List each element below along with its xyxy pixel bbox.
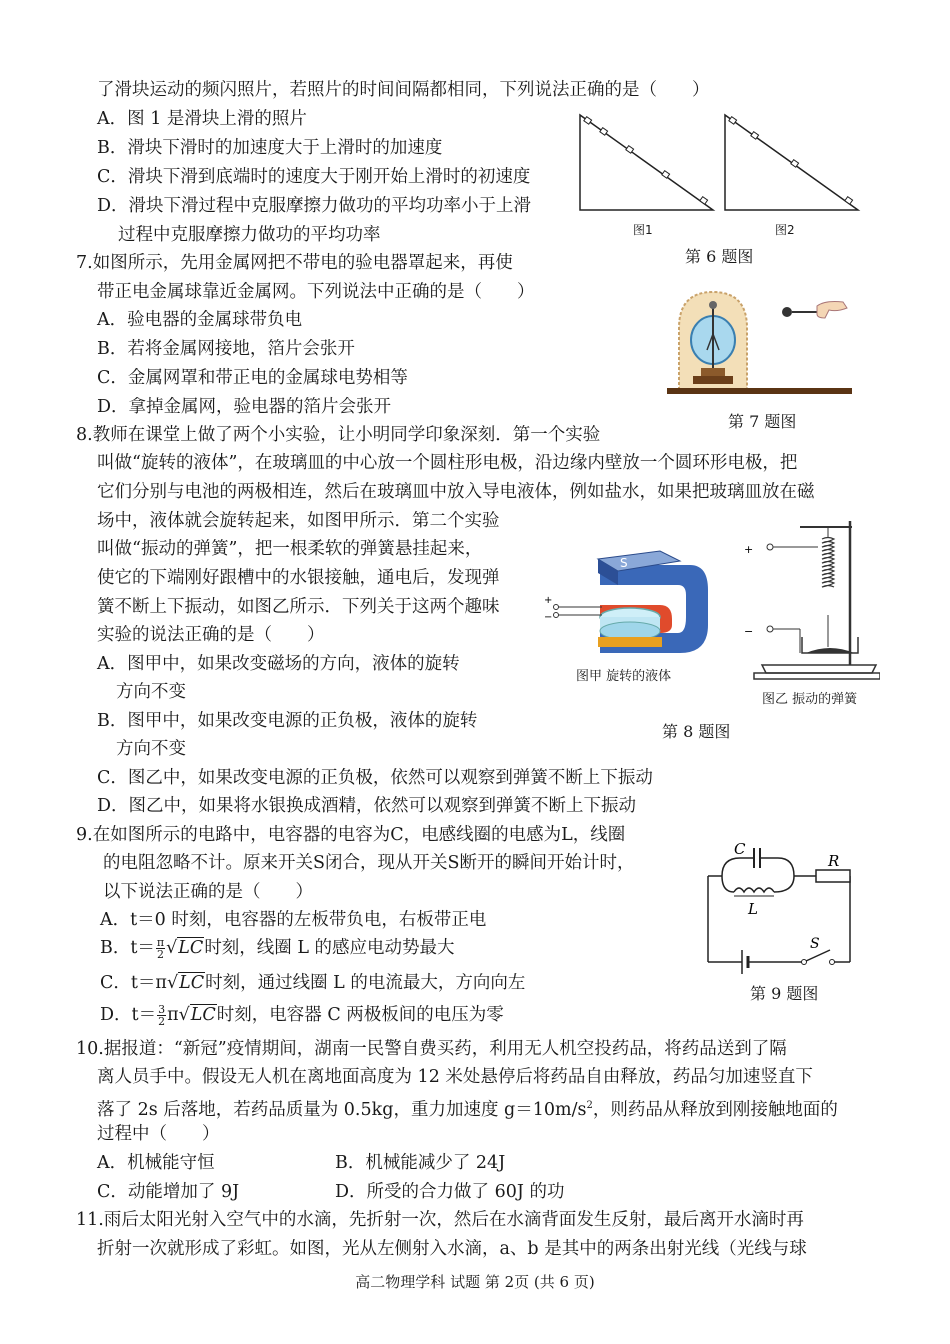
q8-stem-7: 簧不断上下振动，如图乙所示．下列关于这两个趣味 [97,597,500,617]
q8-option-b-cont: 方向不变 [116,739,186,759]
q8-jia-minus: − [544,612,553,623]
q8-yi-minus: − [744,625,754,638]
q9-option-c: C．t＝π√LC时刻，通过线圈 L 的电流最大，方向向左 [100,973,526,993]
q6-fig1-label: 图1 [633,223,653,237]
q9-option-b-num: π [156,936,165,949]
q10-option-d: D．所受的合力做了 60J 的功 [335,1182,565,1202]
q9-label-r: R [828,852,840,870]
q9-circuit-figure [690,838,865,978]
q11-stem-2: 折射一次就形成了彩虹。如图，光从左侧射入水滴，a、b 是其中的两条出射光线（光线与球 [97,1239,807,1259]
q9-option-d-post: 时刻，电容器 C 两极板间的电压为零 [216,1005,504,1025]
q9-option-d-den: 2 [158,1015,166,1028]
q9-option-d-fraction [157,1004,166,1027]
q6-option-a: A．图 1 是滑块上滑的照片 [97,109,307,129]
q6-caption: 第 6 题图 [685,247,754,266]
q7-figure [667,288,852,400]
q6-option-d-cont: 过程中克服摩擦力做功的平均功率 [118,225,381,245]
q8-option-c: C．图乙中，如果改变电源的正负极，依然可以观察到弹簧不断上下振动 [97,768,653,788]
q8-figure-jia [540,545,710,663]
q8-option-a: A．图甲中，如果改变磁场的方向，液体的旋转 [97,654,460,674]
q8-option-b: B．图甲中，如果改变电源的正负极，液体的旋转 [97,711,478,731]
q9-option-d-mid: π [167,1005,179,1025]
q7-stem-1: 7.如图所示，先用金属网把不带电的验电器罩起来，再使 [76,253,513,273]
q8-magnet-s-label: S [620,556,628,570]
q9-option-b-pre: B．t＝ [100,938,155,958]
page-footer: 高二物理学科 试题 第 2页 (共 6 页) [355,1273,595,1291]
q8-yi-plus: + [744,543,754,556]
q9-label-s: S [810,936,820,952]
q9-stem-3: 以下说法正确的是（ ） [103,882,313,902]
q10-stem-3 [97,1095,838,1121]
q8-option-a-cont: 方向不变 [116,682,186,702]
q8-stem-5: 叫做“振动的弹簧”，把一根柔软的弹簧悬挂起来， [97,539,483,559]
q6-figure-1 [575,110,720,215]
q7-option-c: C．金属网罩和带正电的金属球电势相等 [97,368,408,388]
q8-fig-yi-label: 图乙 振动的弹簧 [762,692,858,707]
q10-option-a: A．机械能守恒 [97,1153,215,1173]
q9-option-c-radicand: LC [179,973,205,993]
q9-stem-1: 9.在如图所示的电路中，电容器的电容为C，电感线圈的电感为L，线圈 [76,825,626,845]
q9-option-b-post: 时刻，线圈 L 的感应电动势最大 [204,938,455,958]
q9-stem-2: 的电阻忽略不计。原来开关S闭合，现从开关S断开的瞬间开始计时， [103,853,635,873]
q6-option-c: C．滑块下滑到底端时的速度大于刚开始上滑时的初速度 [97,167,531,187]
q8-figure-yi [740,515,880,685]
q10-stem-1: 10.据报道：“新冠”疫情期间，湖南一民警自费买药，利用无人机空投药品，将药品送到了隔 [76,1039,787,1059]
q8-option-d: D．图乙中，如果将水银换成酒精，依然可以观察到弹簧不断上下振动 [97,796,637,816]
q8-jia-plus: + [544,595,553,606]
q9-option-c-pre: C．t＝π [100,973,167,993]
q10-stem-2: 离人员手中。假设无人机在离地面高度为 12 米处悬停后将药品自由释放，药品匀加速竖直下 [97,1067,813,1087]
q8-caption: 第 8 题图 [662,722,731,741]
q9-option-a: A．t＝0 时刻，电容器的左板带负电，右板带正电 [100,910,487,930]
q7-option-d: D．拿掉金属网，验电器的箔片会张开 [97,397,392,417]
q7-option-a: A．验电器的金属球带负电 [97,310,303,330]
q8-stem-6: 使它的下端刚好跟槽中的水银接触，通电后，发现弹 [97,568,500,588]
q7-stem-2: 带正电金属球靠近金属网。下列说法中正确的是（ ） [97,282,535,302]
q11-stem-1: 11.雨后太阳光射入空气中的水滴，先折射一次，然后在水滴背面发生反射，最后离开水滴时再 [76,1210,804,1230]
q7-option-b: B．若将金属网接地，箔片会张开 [97,339,355,359]
q9-option-c-post: 时刻，通过线圈 L 的电流最大，方向向左 [205,973,526,993]
q8-stem-4: 场中，液体就会旋转起来，如图甲所示．第二个实验 [97,511,500,531]
q6-figure-2 [720,110,865,215]
q9-option-d: D．t＝ $\frac{3}{2}$ π√LC时刻，电容器 C 两极板间的电压为零 [100,1003,504,1028]
q6-fig2-label: 图2 [775,223,795,237]
q6-option-b: B．滑块下滑时的加速度大于上滑时的加速度 [97,138,443,158]
q7-caption: 第 7 题图 [728,412,797,431]
q9-option-b-fraction [156,937,165,960]
q6-option-d: D．滑块下滑过程中克服摩擦力做功的平均功率小于上滑 [97,196,532,216]
q9-label-c: C [734,840,746,858]
q8-stem-2: 叫做“旋转的液体”，在玻璃皿的中心放一个圆柱形电极，沿边缘内壁放一个圆环形电极，把 [97,453,798,473]
q6-stem-end: 了滑块运动的频闪照片，若照片的时间间隔都相同，下列说法正确的是（ ） [97,80,710,100]
q8-stem-8: 实验的说法正确的是（ ） [97,625,325,645]
q9-label-l: L [748,900,758,918]
q9-option-d-num: 3 [158,1003,166,1016]
q9-option-b: B．t＝ $\frac{\pi}{2}$ √LC时刻，线圈 L 的感应电动势最大 [100,936,455,961]
q10-option-b: B．机械能减少了 24J [335,1153,506,1173]
q9-option-b-den: 2 [157,948,165,961]
q9-caption: 第 9 题图 [750,984,819,1003]
q10-stem-4: 过程中（ ） [97,1124,220,1144]
q9-option-b-radicand: LC [178,938,204,958]
q10-stem-3-post: ，则药品从释放到刚接触地面的 [592,1099,838,1120]
q8-fig-jia-label: 图甲 旋转的液体 [576,669,672,684]
q10-stem-3-pre: 落了 2s 后落地，若药品质量为 0.5kg，重力加速度 g＝10m/s [97,1099,587,1120]
q9-option-d-pre: D．t＝ [100,1005,157,1025]
q9-option-d-radicand: LC [190,1005,216,1025]
q10-stem-3-sup: 2 [586,1100,593,1111]
q10-option-c: C．动能增加了 9J [97,1182,240,1202]
q8-stem-3: 它们分别与电池的两极相连，然后在玻璃皿中放入导电液体，例如盐水，如果把玻璃皿放在磁 [97,482,815,502]
q8-stem-1: 8.教师在课堂上做了两个小实验，让小明同学印象深刻．第一个实验 [76,425,601,445]
